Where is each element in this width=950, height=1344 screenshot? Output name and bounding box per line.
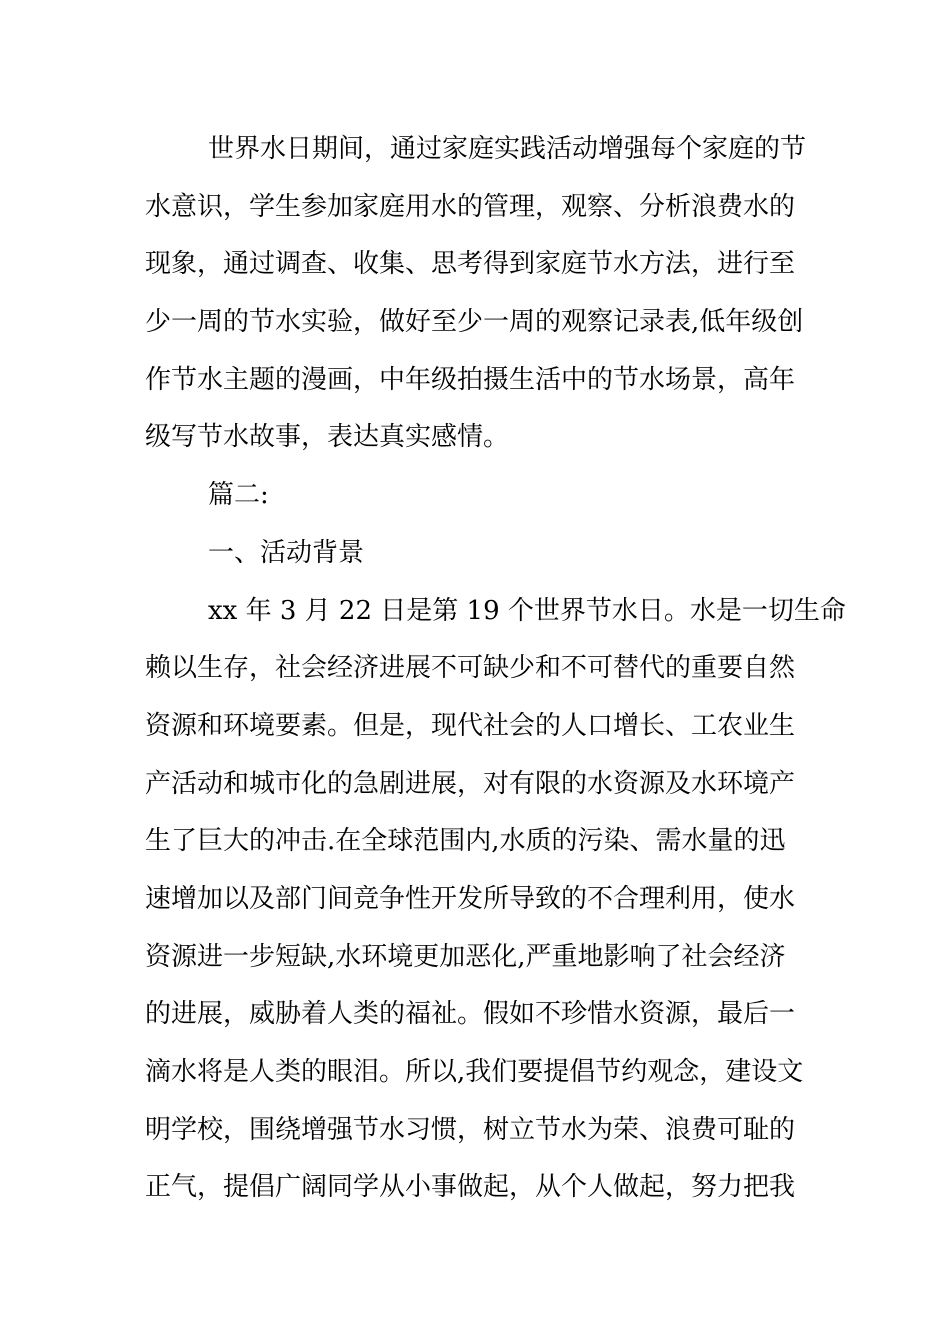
- paragraph-2-line: 产活动和城市化的急剧进展，对有限的水资源及水环境产: [145, 768, 796, 799]
- paragraph-1-line: 水意识，学生参加家庭用水的管理，观察、分析浪费水的: [145, 191, 796, 222]
- paragraph-2-line: 速增加以及部门间竞争性开发所导致的不合理利用，使水: [145, 883, 796, 914]
- paragraph-1-line: 级写节水故事，表达真实感情。: [145, 422, 510, 453]
- paragraph-2-line: 明学校，围绕增强节水习惯，树立节水为荣、浪费可耻的: [145, 1114, 796, 1145]
- document-body: [145, 121, 846, 1217]
- paragraph-2-line: 生了巨大的冲击.在全球范围内,水质的污染、需水量的迅: [145, 826, 786, 857]
- paragraph-2-line: xx 年 3 月 22 日是第 19 个世界节水日。水是一切生命: [208, 595, 846, 626]
- paragraph-2-line: 赖以生存，社会经济进展不可缺少和不可替代的重要自然: [145, 653, 796, 684]
- paragraph-2-line: 的进展，威胁着人类的福祉。假如不珍惜水资源，最后一: [145, 999, 796, 1030]
- paragraph-1-line: 少一周的节水实验，做好至少一周的观察记录表,低年级创: [145, 307, 804, 338]
- paragraph-2-line: 滴水将是人类的眼泪。所以,我们要提倡节约观念，建设文: [145, 1057, 804, 1087]
- paragraph-1-line: 作节水主题的漫画，中年级拍摄生活中的节水场景，高年: [145, 364, 796, 395]
- paragraph-1-line: 世界水日期间，通过家庭实践活动增强每个家庭的节: [208, 134, 807, 164]
- subheading: 一、活动背景: [208, 537, 365, 568]
- section-heading: 篇二:: [208, 480, 269, 511]
- paragraph-1-line: 现象，通过调查、收集、思考得到家庭节水方法，进行至: [145, 249, 796, 280]
- paragraph-2-line: 资源进一步短缺,水环境更加恶化,严重地影响了社会经济: [145, 941, 786, 972]
- paragraph-2-line: 正气，提倡广阔同学从小事做起，从个人做起，努力把我: [145, 1172, 796, 1203]
- paragraph-2-line: 资源和环境要素。但是，现代社会的人口增长、工农业生: [145, 710, 796, 741]
